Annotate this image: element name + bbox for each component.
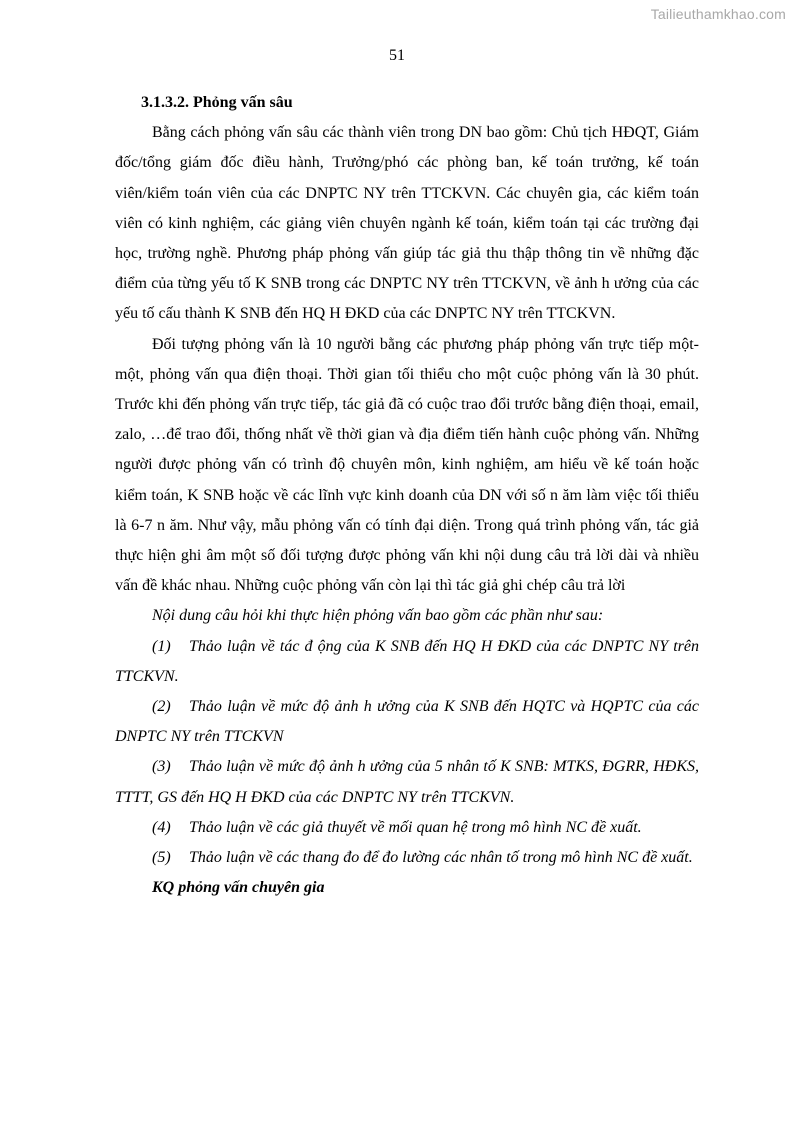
question-item xyxy=(115,752,699,812)
question-item xyxy=(115,813,699,843)
question-text: Thảo luận về các giả thuyết về mối quan hệ trong mô hình NC đề xuất. xyxy=(189,818,642,836)
question-item xyxy=(115,632,699,692)
paragraph-interview-subjects: Đối tượng phỏng vấn là 10 người bằng các phương pháp phỏng vấn trực tiếp một- một, phỏng vấn qua điện thoại. Thời gian tối thiểu cho một cuộc phỏng vấn là 30 phút. Trước khi đến phỏng vấn trực tiếp, tác giả đã có cuộc trao đổi trước bằng điện thoại, email, zalo, …để trao đổi, thống nhất về thời gian và địa điểm tiến hành cuộc phỏng vấn. Những người được phỏng vấn có trình độ chuyên môn, kinh nghiệm, am hiểu về kế toán hoặc kiểm toán, K SNB hoặc về các lĩnh vực kinh doanh của DN với số n ăm làm việc tối thiểu là 6-7 n ăm. Như vậy, mẫu phỏng vấn có tính đại diện. Trong quá trình phỏng vấn, tác giả thực hiện ghi âm một số đối tượng được phỏng vấn khi nội dung câu trả lời dài và nhiều vấn đề khác nhau. Những cuộc phỏng vấn còn lại thì tác giả ghi chép câu trả lời xyxy=(115,335,699,595)
document-body xyxy=(115,88,699,903)
questions-intro: Nội dung câu hỏi khi thực hiện phỏng vấn bao gồm các phần như sau: xyxy=(152,607,604,625)
question-number: (1) xyxy=(152,637,171,655)
results-heading: KQ phỏng vấn chuyên gia xyxy=(152,879,325,897)
question-text: Thảo luận về mức độ ảnh h ưởng của K SNB đến HQTC và HQPTC của các DNPTC NY trên TTCKVN xyxy=(115,698,699,746)
watermark: Tailieuthamkhao.com xyxy=(650,6,786,22)
question-item xyxy=(115,692,699,752)
paragraph-interview-members: Bằng cách phỏng vấn sâu các thành viên trong DN bao gồm: Chủ tịch HĐQT, Giám đốc/tổng giám đốc điều hành, Trưởng/phó các phòng ban, kế toán trưởng, kế toán viên/kiểm toán viên của các DNPTC NY trên TTCKVN. Các chuyên gia, các kiểm toán viên có kinh nghiệm, các giảng viên chuyên ngành kế toán, kiểm toán tại các trường đại học, trường nghề. Phương pháp phỏng vấn giúp tác giả thu thập thông tin về những đặc điểm của từng yếu tố K SNB trong các DNPTC NY trên TTCKVN, về ảnh h ưởng của các yếu tố cấu thành K SNB đến HQ H ĐKD của các DNPTC NY trên TTCKVN. xyxy=(115,124,699,323)
question-number: (5) xyxy=(152,849,171,867)
question-number: (3) xyxy=(152,758,171,776)
question-item xyxy=(115,843,699,873)
question-text: Thảo luận về các thang đo để đo lường các nhân tố trong mô hình NC đề xuất. xyxy=(189,849,693,867)
question-text: Thảo luận về tác đ ộng của K SNB đến HQ H ĐKD của các DNPTC NY trên TTCKVN. xyxy=(115,637,699,685)
page-number: 51 xyxy=(389,47,405,64)
question-number: (2) xyxy=(152,698,171,716)
section-heading: 3.1.3.2. Phỏng vấn sâu xyxy=(141,94,293,111)
question-number: (4) xyxy=(152,818,171,836)
question-text: Thảo luận về mức độ ảnh h ưởng của 5 nhân tố K SNB: MTKS, ĐGRR, HĐKS, TTTT, GS đến HQ H ĐKD của các DNPTC NY trên TTCKVN. xyxy=(115,758,699,806)
